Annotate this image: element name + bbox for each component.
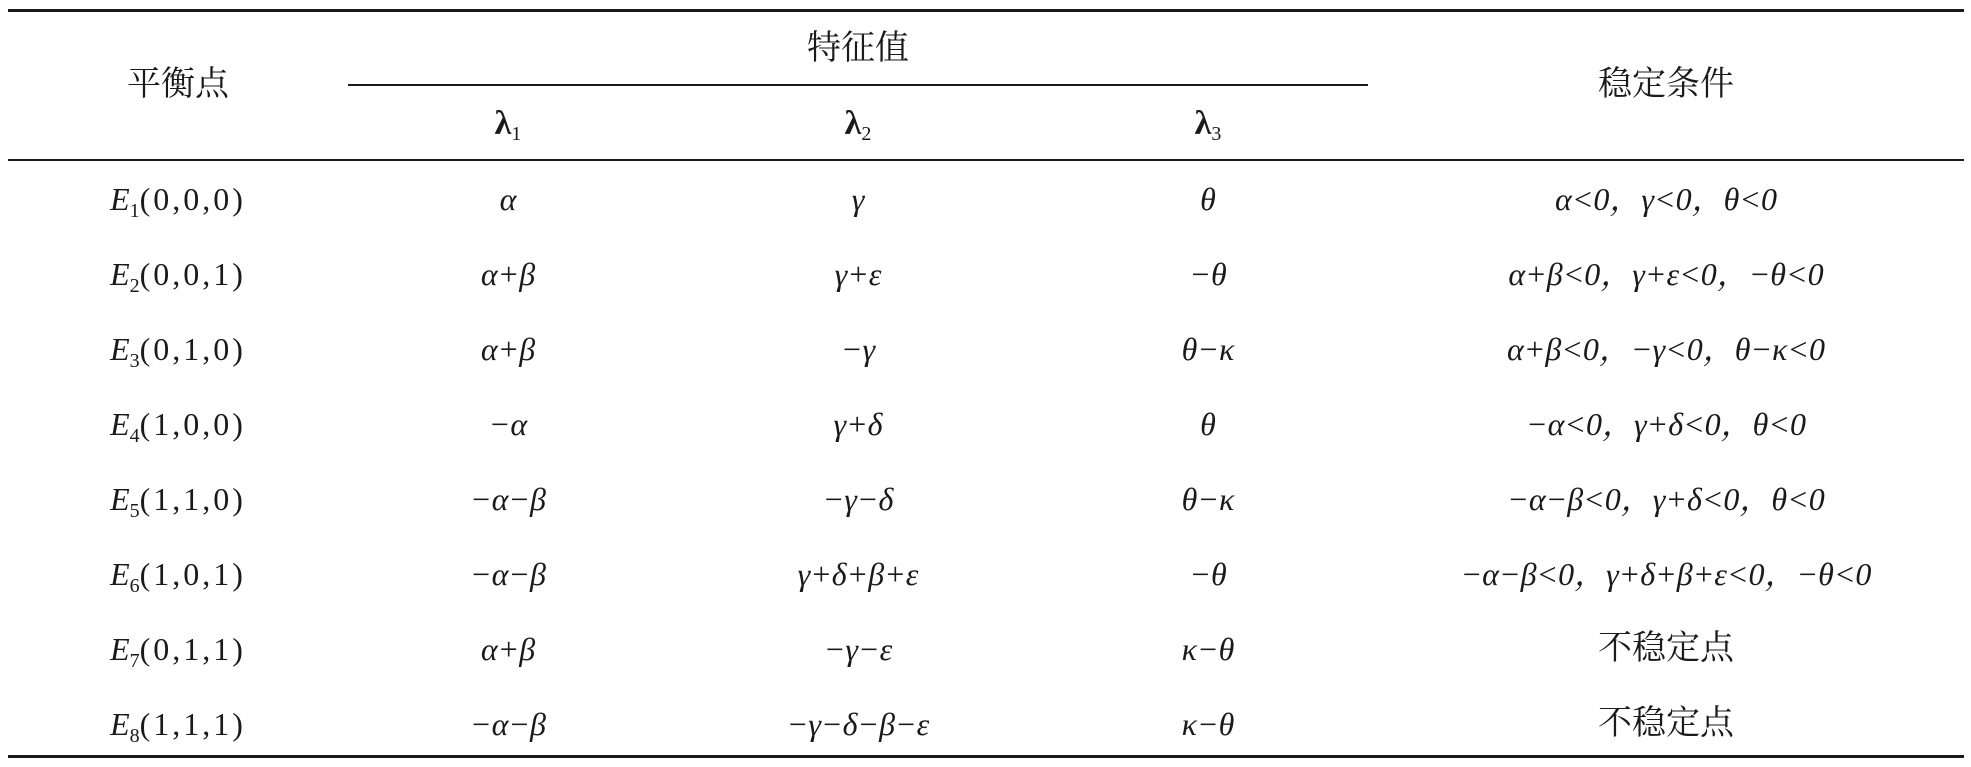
row-8-lambda-3: κ−θ xyxy=(1181,706,1235,742)
point-letter: E xyxy=(110,631,130,667)
point-subscript: 4 xyxy=(129,425,140,447)
point-coords: (1,1,0) xyxy=(139,481,246,517)
point-letter: E xyxy=(110,256,130,292)
lambda-symbol: λ xyxy=(1194,105,1212,142)
row-1-lambda-2: γ xyxy=(851,181,865,217)
row-4-condition: −α<0，γ+δ<0，θ<0 xyxy=(1526,406,1806,442)
row-6-lambda-3: −θ xyxy=(1189,556,1227,592)
row-2-lambda-1: α+β xyxy=(480,256,536,292)
row-1-point xyxy=(8,179,348,231)
row-8-lambda-2: −γ−δ−β−ε xyxy=(786,706,930,742)
point-coords: (0,1,1) xyxy=(139,631,246,667)
header-stability-condition: 稳定条件 xyxy=(1598,66,1734,103)
equilibrium-stability-table xyxy=(8,9,1964,759)
header-lambda-1 xyxy=(348,103,668,154)
point-subscript: 6 xyxy=(129,575,140,597)
header-eigenvalues: 特征值 xyxy=(807,30,909,67)
point-coords: (1,0,1) xyxy=(139,556,246,592)
row-2-lambda-2: γ+ε xyxy=(834,256,882,292)
row-6-point xyxy=(8,554,348,606)
row-8-condition: 不稳定点 xyxy=(1598,705,1734,742)
row-5-lambda-1: −α−β xyxy=(470,481,546,517)
row-4-point xyxy=(8,404,348,456)
row-1-condition: α<0，γ<0，θ<0 xyxy=(1555,181,1777,217)
row-6-lambda-2: γ+δ+β+ε xyxy=(797,556,919,592)
point-coords: (1,0,0) xyxy=(139,406,246,442)
eigenvalue-span-rule xyxy=(348,84,1368,86)
lambda-subscript: 2 xyxy=(861,123,872,145)
point-subscript: 8 xyxy=(129,725,140,747)
point-letter: E xyxy=(110,406,130,442)
row-3-condition: α+β<0，−γ<0，θ−κ<0 xyxy=(1507,331,1825,367)
row-4-lambda-1: −α xyxy=(488,406,528,442)
point-letter: E xyxy=(110,556,130,592)
row-2-condition: α+β<0，γ+ε<0，−θ<0 xyxy=(1508,256,1824,292)
row-5-lambda-3: θ−κ xyxy=(1181,481,1235,517)
row-3-lambda-3: θ−κ xyxy=(1181,331,1235,367)
row-1-lambda-1: α xyxy=(499,181,517,217)
point-subscript: 2 xyxy=(129,275,140,297)
header-lambda-3 xyxy=(1048,103,1368,154)
row-7-point xyxy=(8,629,348,681)
lambda-symbol: λ xyxy=(494,105,512,142)
row-3-point xyxy=(8,329,348,381)
row-6-condition: −α−β<0，γ+δ+β+ε<0，−θ<0 xyxy=(1460,556,1872,592)
header-lambda-2 xyxy=(668,103,1048,154)
lambda-subscript: 3 xyxy=(1211,123,1222,145)
row-4-lambda-2: γ+δ xyxy=(833,406,883,442)
top-rule xyxy=(8,9,1964,12)
row-6-lambda-1: −α−β xyxy=(470,556,546,592)
point-coords: (1,1,1) xyxy=(139,706,246,742)
row-7-condition: 不稳定点 xyxy=(1598,630,1734,667)
point-letter: E xyxy=(110,331,130,367)
point-subscript: 1 xyxy=(129,200,140,222)
row-7-lambda-2: −γ−ε xyxy=(823,631,893,667)
row-7-lambda-1: α+β xyxy=(480,631,536,667)
point-subscript: 5 xyxy=(129,500,140,522)
row-4-lambda-3: θ xyxy=(1200,406,1216,442)
point-subscript: 7 xyxy=(129,650,140,672)
point-coords: (0,0,0) xyxy=(139,181,246,217)
row-8-point xyxy=(8,704,348,756)
point-letter: E xyxy=(110,706,130,742)
row-5-point xyxy=(8,479,348,531)
row-1-lambda-3: θ xyxy=(1200,181,1216,217)
header-equilibrium-point: 平衡点 xyxy=(127,66,229,103)
row-8-lambda-1: −α−β xyxy=(470,706,546,742)
point-coords: (0,1,0) xyxy=(139,331,246,367)
row-2-point xyxy=(8,254,348,306)
row-3-lambda-2: −γ xyxy=(840,331,876,367)
point-letter: E xyxy=(110,481,130,517)
row-7-lambda-3: κ−θ xyxy=(1181,631,1235,667)
row-5-condition: −α−β<0，γ+δ<0，θ<0 xyxy=(1507,481,1825,517)
row-2-lambda-3: −θ xyxy=(1189,256,1227,292)
lambda-symbol: λ xyxy=(844,105,862,142)
lambda-subscript: 1 xyxy=(511,123,522,145)
row-5-lambda-2: −γ−δ xyxy=(822,481,894,517)
row-3-lambda-1: α+β xyxy=(480,331,536,367)
point-coords: (0,0,1) xyxy=(139,256,246,292)
point-subscript: 3 xyxy=(129,350,140,372)
header-rule xyxy=(8,159,1964,161)
point-letter: E xyxy=(110,181,130,217)
